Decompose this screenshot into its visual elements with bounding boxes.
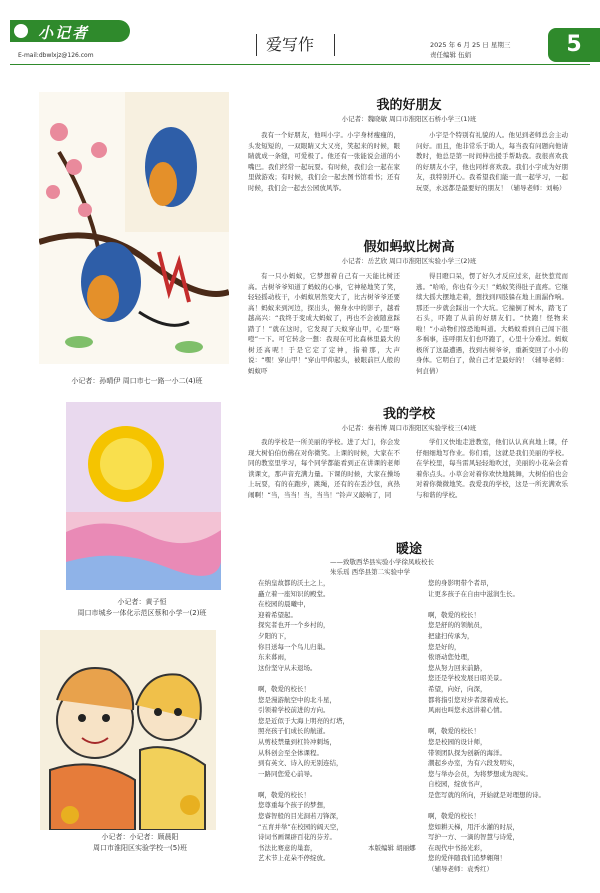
page-number: 5 xyxy=(548,28,600,62)
section-divider-right xyxy=(334,34,335,56)
poem-column: 您的身影明带个者昂， 让更多孩子在自由中滋润生长。 啊，敬爱的校长！ 您是舒的的领航员， 把建扫传承为， 您是好的， 侬语动您处理， 您从努力回来前路， 您还是学校发展日昭美景。 希望，向好，向深， 都将指引您对步者深着成长。 风雨也叫您永远讲着心情。 啊，敬爱的校长！ 您是校园的设计师， 带领团队探为创新的海洋。 潮起乡办室，为有六段发明实， 您与举办会员，为将梦想成为现实。 自校园，绽放书声， 是您写就的所向，开始就是对理想的诗。 啊，敬爱的校长！ 您如耕天梯，用汗水灌的时辰， 写护一方、一滴的智慧与诗爱， 在现代中书扬光彩， 您的爱伴随我们追梦翱翔！ （辅导老师：袁秀红） xyxy=(428,579,545,874)
brand-banner xyxy=(10,20,130,42)
section-title: 爱写作 xyxy=(266,35,315,54)
artwork-children-caption xyxy=(60,832,220,854)
poem-subtitle: ——致敬西华县实验小学徐凤岐校长 xyxy=(330,558,434,566)
section-divider-left xyxy=(256,34,257,56)
brand-title: 小记者 xyxy=(38,24,90,42)
article-title: 我的学校 xyxy=(382,407,435,422)
children-drawing-image xyxy=(40,630,216,830)
article-author: 小记者：岳艺欣 周口市淮阳区实验小学三(2)班 xyxy=(341,257,477,265)
article-author: 小记者：魏晓敏 周口市淮阳区石桥小学三(1)班 xyxy=(341,115,477,123)
artwork-children-caption-school: 周口市淮阳区实验学校一(5)班 xyxy=(93,844,187,852)
article-column: 得目瞪口呆，愣了好久才反应过来，赶快惹荒而逃。“哈哈，你也有今天！”蚂蚁笑得肚子直疼。它继续大摇大摆地走着，想找到四肢躲在地上面漏作响。那还一步就会踩出一个大坑。它撞倒了树木，踏飞了石头，吓跑了从前的好朋友们。“快跑！怪物来啦！”小动物们惊恐地叫道。大蚂蚁看到自己闯下很多祸事，连呼朋友们也吓跑了，心里十分难过。蚂蚁极所了这最遭遇，找到古树爷爷，重新变回了小小的身体。它明白了，做自己才是最好的！（辅导老师：何貞倩） xyxy=(416,272,568,375)
sun-painting-image xyxy=(66,402,221,590)
artwork-sun-caption-school: 周口市城乡一体化示范区蔡和小学一(2)班 xyxy=(77,609,207,617)
article-column: 小宇是个特别有礼貌的人。他见到老师总会主动问好。而且，他非常乐于助人，每当我有问题向他请教时，他总是第一时间伸出援手帮助我。我很喜欢我的好朋友小宇，他也同样喜欢我。我们小宇成为好朋友，我特别开心。我希望我们能一直一起学习，一起玩耍，永远都是最要好的朋友！（辅导老师：刘畅） xyxy=(416,131,568,192)
article-column: 有一只小蚂蚁，它梦想着自己有一天能比树还高。古树爷爷知道了蚂蚁的心事，它神秘地笑了笑，轻轻摇动枝干，小蚂蚁居然变大了，比古树爷爷还要高！蚂蚁来到河边，探出头，俯身水中的影子，越看越高兴：“我终于变成大蚂蚁了，再也不会被随意踩踏了！”就在这时，它发现了天蚁穿山甲，心里“咯噔”一下。可它转念一想：我现在可比森林里最大的树还高呢！于是它定了定神，指着那，大声说：“嘿！穿山甲！”穿山甲仰起头，被眼前巨人般的蚂蚁吓 xyxy=(248,272,400,375)
brand-dot-icon xyxy=(14,24,28,38)
birds-painting-image xyxy=(39,92,229,364)
article-column: 我的学校是一所美丽的学校。进了大门，你会发现大树伯伯仿佛在对你微笑。上课的时候，大家在不同的教室里学习，每个同学都能看到正在讲课的老师读课文，那声音充满力量。下课的时候，大家在操场上玩耍，有的在跑步，跳绳，还有的在丢沙包，真热闹啊！“当，当当！当，当当！”铃声又敲响了，同 xyxy=(248,438,400,499)
page-editor: 本版编辑 胡丽娜 xyxy=(368,844,416,852)
poem-column: 在纳皇故都的沃土之上， 矗立着一座知识的殿堂。 在校园的晨曦中， 迎着希望起。 探究者也开一个乡村的， 夕阳的下， 你目送每一个鸟儿归巢。 东来暮雨， 这份坚守从未退场。 啊，敬爱的校长！ 您是漫游航空中的北斗星， 引领着学校前进的方向。 您是近似于大海上明亮的灯塔， 照亮孩子们成长的航道。 从剪枝禁量到杠铃冲刺场， 从科创会至全体课程。 到有英文、诗入的无别连结， 一路同您爱心前导。 啊，敬爱的校长！ 您尊重每个孩子的梦想， 您睿智般的目光洞若刀锋深， “五育并举”在校园的阔天空， 诗词书画课辟百花的芬芳。 书法比赛意的巢套， 艺术节上花朵不停绽放。 xyxy=(258,579,349,863)
responsible-editor: 责任编辑 伍娟 xyxy=(430,51,472,59)
article-column: 学们又快地走进教室，他们认认真真地上课，仔仔细细地写作业。你们看，这就是我们美丽的学校。在学校里，每当雷风轻轻地吹过，美丽的小花朵会看着你点头。小草会对着你欢快地跳舞，大树伯伯也会对着你微微地笑。我爱我的学校，这是一所充满欢乐与和谐的学校。 xyxy=(416,438,568,499)
issue-date: 2025 年 6 月 25 日 星期三 xyxy=(430,41,511,49)
artwork-birds xyxy=(39,92,229,364)
article-column: 我有一个好朋友，他叫小宇。小宇身材瘦瘦的，头发短短的，一双眼睛又大又亮，笑起来的时候，眼睛就成一条缝，可爱极了。他还有一张能说会道的小嘴巴。我们经常一起玩耍。有时候，我们会一起在家里做游戏；有时候，我们会一起去图书馆看书；还有时候，我们会一起去公园放风筝。 xyxy=(248,131,400,192)
header-rule xyxy=(10,64,590,65)
poem-title: 暖途 xyxy=(395,542,422,557)
article-title: 我的好朋友 xyxy=(376,98,442,113)
artwork-sun-caption xyxy=(52,597,232,619)
artwork-children-caption-name: 小记者：小记者：顾晨阳 xyxy=(101,833,179,841)
article-author: 小记者：秦若博 周口市淮阳区实验学校三(4)班 xyxy=(341,424,477,432)
poem-author: 朱乐瑶 西华县第二实验中学 xyxy=(330,568,411,576)
artwork-sun-caption-name: 小记者：黄子恒 xyxy=(117,598,167,606)
article-title: 假如蚂蚁比树高 xyxy=(363,240,455,255)
artwork-children xyxy=(40,630,216,830)
artwork-sun xyxy=(66,402,221,590)
artwork-birds-caption: 小记者：孙晴伊 周口市七一路一小二(4)班 xyxy=(71,377,203,385)
contact-email: E-mail:dbwlxjz@126.com xyxy=(18,52,94,59)
